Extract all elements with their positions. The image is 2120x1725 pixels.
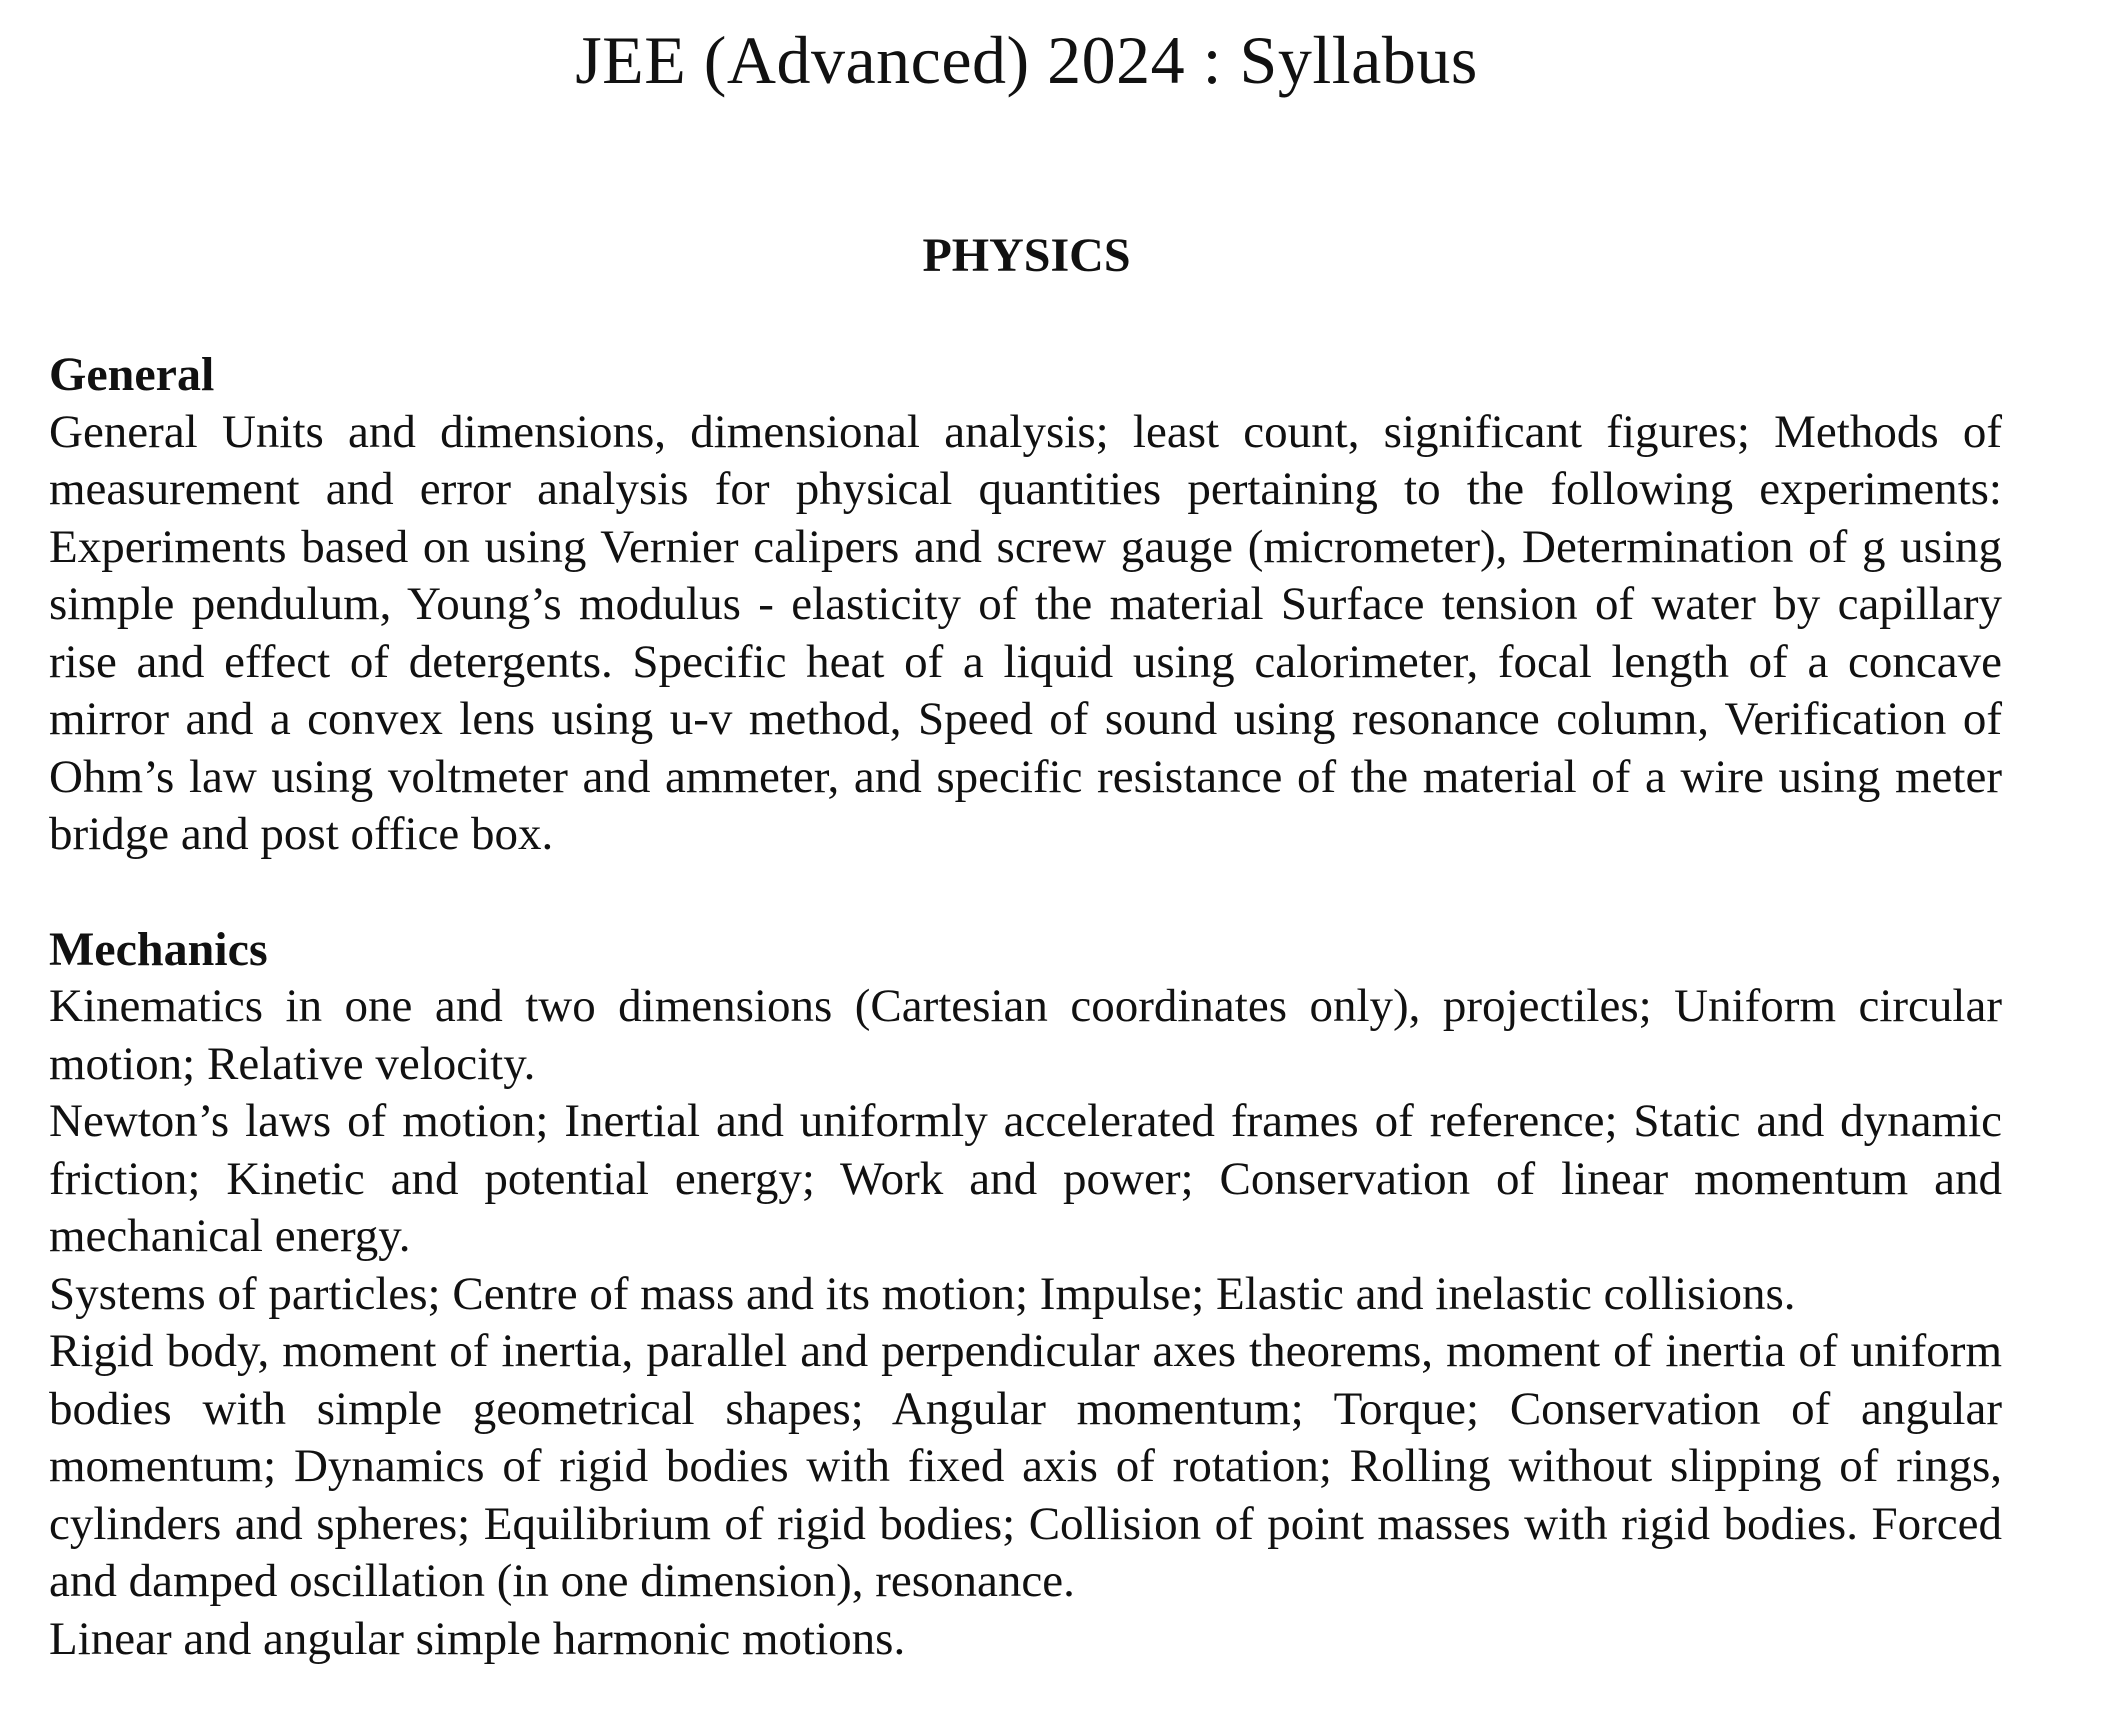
paragraph-mechanics-1: Kinematics in one and two dimensions (Cartesian coordinates only), projectiles; Uniform circular motion; Relative velocity. [49,980,2002,1090]
paragraph-mechanics-4: Rigid body, moment of inertia, parallel and perpendicular axes theorems, moment of inertia of uniform bodies with simple geometrical shapes; Angular momentum; Torque; Conservation of angular momentum; Dynamics of rigid bodies with fixed axis of rotation; Rolling without slipping of rings, cylinders and spheres; Equilibrium of rigid bodies; Collision of point masses with rigid bodies. Forced and damped oscillation (in one dimension), resonance. [49,1325,2002,1607]
section-mechanics [49,921,2002,1669]
section-general [49,346,2002,864]
paragraph-mechanics-2: Newton’s laws of motion; Inertial and uniformly accelerated frames of reference; Static and dynamic friction; Kinetic and potential energy; Work and power; Conservation of linear momentum and mechanical energy. [49,1095,2002,1262]
paragraph-mechanics-3: Systems of particles; Centre of mass and its motion; Impulse; Elastic and inelastic collisions. [49,1267,1796,1320]
paragraph-general-1: General Units and dimensions, dimensional analysis; least count, significant figures; Methods of measurement and error analysis for physical quantities pertaining to the following experiments: Experiments based on using Vernier calipers and screw gauge (micrometer), Determination of g using simple pendulum, Young’s modulus - elasticity of the material Surface tension of water by capillary rise and effect of detergents. Specific heat of a liquid using calorimeter, focal length of a concave mirror and a convex lens using u-v method, Speed of sound using resonance column, Verification of Ohm’s law using voltmeter and ammeter, and specific resistance of the material of a wire using meter bridge and post office box. [49,405,2002,860]
subject-heading: PHYSICS [922,229,1131,282]
section-heading-mechanics: Mechanics [49,922,268,976]
syllabus-content [49,346,2002,1725]
section-heading-general: General [49,348,215,401]
document-title: JEE (Advanced) 2024 : Syllabus [575,22,1478,98]
paragraph-mechanics-5: Linear and angular simple harmonic motions. [49,1612,906,1665]
